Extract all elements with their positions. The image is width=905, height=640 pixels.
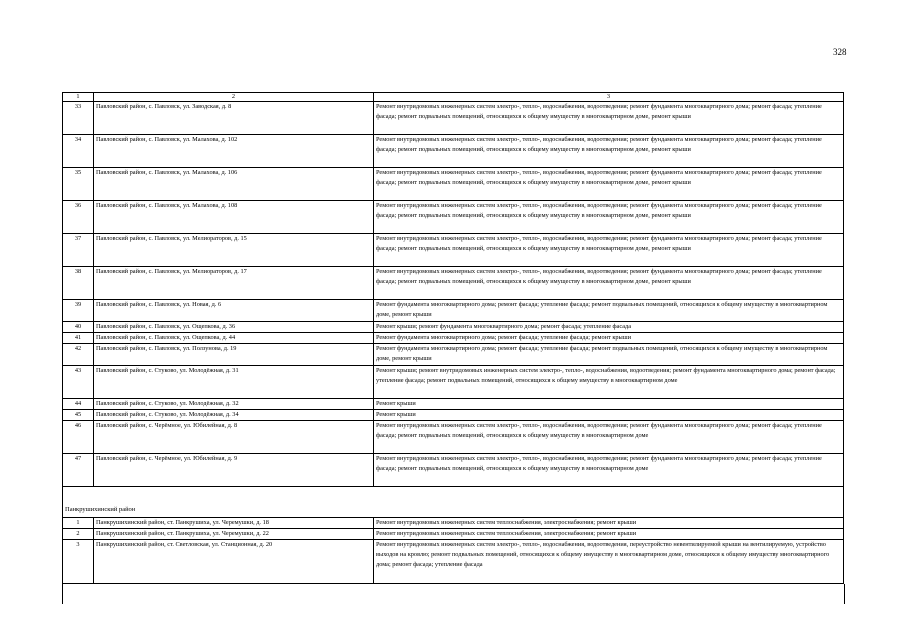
row-number: 38 [63, 267, 94, 300]
row-number: 34 [63, 135, 94, 168]
table-row [63, 201, 844, 234]
row-works: Ремонт фундамента многоквартирного дома; ремонт фасада; утепление фасада; ремонт подвальных помещений, относящихся к общему имуществу в многоквартирном доме, ремонт крыши [374, 344, 844, 366]
row-number: 39 [63, 300, 94, 322]
row-works: Ремонт внутридомовых инженерных систем электро-, тепло-, водоснабжения, водоотведения; ремонт фундамента многоквартирного дома; ремонт фасада; утепление фасада; ремонт подвальных помещений, относящихся к общему имуществу в многоквартирном доме, ремонт крыши [374, 201, 844, 234]
row-number: 45 [63, 410, 94, 421]
row-works: Ремонт внутридомовых инженерных систем теплоснабжения, электроснабжения; ремонт крыши [374, 518, 844, 529]
table-header-row [63, 93, 844, 102]
row-number: 37 [63, 234, 94, 267]
section-row [63, 487, 844, 518]
row-address: Павловский район, с. Павловск, ул. Ощепкова, д. 44 [94, 333, 374, 344]
table-row [63, 399, 844, 410]
row-address: Павловский район, с. Павловск, ул. Ползунова, д. 19 [94, 344, 374, 366]
row-address: Панкрушихинский район, ст. Панкрушиха, ул. Черемушки, д. 22 [94, 529, 374, 540]
table-row [63, 135, 844, 168]
table-row [63, 322, 844, 333]
row-address: Павловский район, с. Стуково, ул. Молодёжная, д. 31 [94, 366, 374, 399]
table-row [63, 102, 844, 135]
row-address: Павловский район, с. Черёмное, ул. Юбилейная, д. 9 [94, 454, 374, 487]
row-number: 36 [63, 201, 94, 234]
table-row [63, 540, 844, 584]
row-address: Павловский район, с. Павловск, ул. Ощепкова, д. 36 [94, 322, 374, 333]
row-works: Ремонт внутридомовых инженерных систем электро-, тепло-, водоснабжения, водоотведения; ремонт фундамента многоквартирного дома; ремонт фасада; утепление фасада; ремонт подвальных помещений, относящихся к общему имуществу в многоквартирном доме [374, 421, 844, 454]
table-row [63, 267, 844, 300]
row-works: Ремонт крыши; ремонт фундамента многоквартирного дома; ремонт фасада; утепление фасада [374, 322, 844, 333]
row-works: Ремонт внутридомовых инженерных систем электро-, тепло-, водоснабжения, водоотведения, переустройство невентилируемой крыши на вентилируемую, устройство выходов на кровлю; ремонт подвальных помещений, относящихся к общему имуществу в многоквартирном доме, относящихся к общему имуществу многоквартирного дома; ремонт фасада; утепление фасада [374, 540, 844, 584]
row-number: 35 [63, 168, 94, 201]
row-address: Павловский район, с. Павловск, ул. Новая, д. 6 [94, 300, 374, 322]
row-works: Ремонт внутридомовых инженерных систем электро-, тепло-, водоснабжения, водоотведения; ремонт фундамента многоквартирного дома; ремонт фасада; утепление фасада; ремонт подвальных помещений, относящихся к общему имуществу в многоквартирном доме [374, 454, 844, 487]
table-row [63, 421, 844, 454]
row-number: 2 [63, 529, 94, 540]
pavlovsky-rows [63, 102, 844, 487]
repair-program-table [62, 92, 844, 584]
table-row [63, 168, 844, 201]
row-number: 41 [63, 333, 94, 344]
header-col-1: 1 [63, 93, 94, 102]
table-continuation [62, 584, 845, 604]
table-row [63, 454, 844, 487]
table-row [63, 518, 844, 529]
row-address: Павловский район, с. Павловск, ул. Заводская, д. 8 [94, 102, 374, 135]
row-works: Ремонт фундамента многоквартирного дома; ремонт фасада; утепление фасада; ремонт крыши [374, 333, 844, 344]
row-works: Ремонт внутридомовых инженерных систем электро-, тепло-, водоснабжения, водоотведения; ремонт фундамента многоквартирного дома; ремонт фасада; утепление фасада; ремонт подвальных помещений, относящихся к общему имуществу в многоквартирном доме, ремонт крыши [374, 135, 844, 168]
table-row [63, 344, 844, 366]
row-address: Павловский район, с. Павловск, ул. Мелиораторов, д. 15 [94, 234, 374, 267]
row-number: 42 [63, 344, 94, 366]
row-number: 44 [63, 399, 94, 410]
row-address: Павловский район, с. Черёмное, ул. Юбилейная, д. 8 [94, 421, 374, 454]
row-number: 47 [63, 454, 94, 487]
row-number: 46 [63, 421, 94, 454]
row-address: Панкрушихинский район, ст. Светловская, ул. Станционная, д. 20 [94, 540, 374, 584]
row-address: Павловский район, с. Стуково, ул. Молодёжная, д. 32 [94, 399, 374, 410]
table-row [63, 529, 844, 540]
row-address: Павловский район, с. Павловск, ул. Мелиораторов, д. 17 [94, 267, 374, 300]
section-title: Панкрушихинский район [63, 487, 844, 518]
row-works: Ремонт внутридомовых инженерных систем электро-, тепло-, водоснабжения, водоотведения; ремонт фундамента многоквартирного дома; ремонт фасада; утепление фасада; ремонт подвальных помещений, относящихся к общему имуществу в многоквартирном доме, ремонт крыши [374, 267, 844, 300]
row-number: 33 [63, 102, 94, 135]
row-works: Ремонт крыши [374, 399, 844, 410]
row-address: Павловский район, с. Стуково, ул. Молодёжная, д. 34 [94, 410, 374, 421]
row-address: Павловский район, с. Павловск, ул. Малахова, д. 102 [94, 135, 374, 168]
table-row [63, 410, 844, 421]
table-row [63, 333, 844, 344]
row-works: Ремонт внутридомовых инженерных систем электро-, тепло-, водоснабжения, водоотведения; ремонт фундамента многоквартирного дома; ремонт фасада; утепление фасада; ремонт подвальных помещений, относящихся к общему имуществу в многоквартирном доме, ремонт крыши [374, 102, 844, 135]
row-number: 1 [63, 518, 94, 529]
table-row [63, 300, 844, 322]
row-number: 43 [63, 366, 94, 399]
row-number: 3 [63, 540, 94, 584]
pankrushikha-rows [63, 518, 844, 584]
header-col-2: 2 [94, 93, 374, 102]
row-address: Панкрушихинский район, ст. Панкрушиха, ул. Черемушки, д. 18 [94, 518, 374, 529]
header-col-3: 3 [374, 93, 844, 102]
row-works: Ремонт фундамента многоквартирного дома; ремонт фасада; утепление фасада; ремонт подвальных помещений, относящихся к общему имуществу в многоквартирном доме, ремонт крыши [374, 300, 844, 322]
row-address: Павловский район, с. Павловск, ул. Малахова, д. 106 [94, 168, 374, 201]
row-number: 40 [63, 322, 94, 333]
table-row [63, 366, 844, 399]
row-works: Ремонт внутридомовых инженерных систем электро-, тепло-, водоснабжения, водоотведения; ремонт фундамента многоквартирного дома; ремонт фасада; утепление фасада; ремонт подвальных помещений, относящихся к общему имуществу в многоквартирном доме, ремонт крыши [374, 168, 844, 201]
row-works: Ремонт крыши [374, 410, 844, 421]
row-address: Павловский район, с. Павловск, ул. Малахова, д. 108 [94, 201, 374, 234]
row-works: Ремонт внутридомовых инженерных систем электро-, тепло-, водоснабжения, водоотведения; ремонт фундамента многоквартирного дома; ремонт фасада; утепление фасада; ремонт подвальных помещений, относящихся к общему имуществу в многоквартирном доме, ремонт крыши [374, 234, 844, 267]
row-works: Ремонт внутридомовых инженерных систем теплоснабжения, электроснабжения; ремонт крыши [374, 529, 844, 540]
page-number: 328 [833, 47, 847, 57]
table-row [63, 234, 844, 267]
row-works: Ремонт крыши; ремонт внутридомовых инженерных систем электро-, тепло-, водоснабжения, водоотведения; ремонт фундамента многоквартирного дома; ремонт фасада; утепление фасада; ремонт подвальных помещений, относящихся к общему имуществу в многоквартирном доме [374, 366, 844, 399]
